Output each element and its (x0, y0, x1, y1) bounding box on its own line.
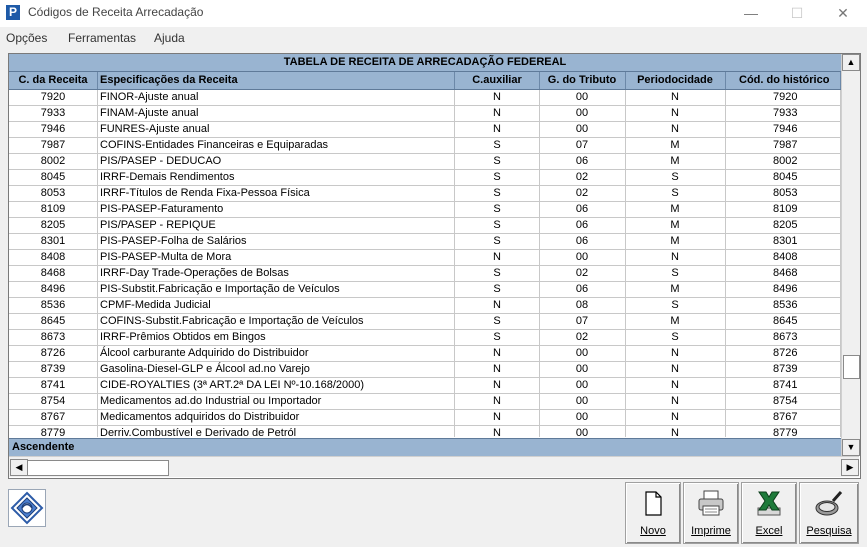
cell-periodicidade: N (625, 394, 726, 409)
table-row[interactable] (9, 282, 841, 298)
cell-tributo: 00 (539, 426, 626, 437)
table-row[interactable] (9, 122, 841, 138)
table-row[interactable] (9, 154, 841, 170)
cell-tributo: 00 (539, 346, 626, 361)
cell-codigo: 8468 (9, 266, 98, 281)
cell-codigo: 8496 (9, 282, 98, 297)
cell-cauxiliar: S (455, 186, 540, 201)
cell-tributo: 06 (539, 154, 626, 169)
cell-tributo: 00 (539, 250, 626, 265)
cell-tributo: 08 (539, 298, 626, 313)
cell-codigo: 8002 (9, 154, 98, 169)
cell-cauxiliar: N (455, 250, 540, 265)
cell-tributo: 06 (539, 218, 626, 233)
cell-historico: 8645 (725, 314, 841, 329)
cell-historico: 7987 (725, 138, 841, 153)
novo-label: Novo (640, 525, 666, 537)
printer-icon (695, 488, 727, 518)
cell-especificacao: FUNRES-Ajuste anual (97, 122, 455, 137)
grid-footer (9, 438, 841, 456)
horizontal-scrollbar[interactable] (9, 456, 859, 477)
cell-historico: 8205 (725, 218, 841, 233)
cell-cauxiliar: S (455, 202, 540, 217)
scroll-left-icon[interactable]: ◀ (10, 459, 28, 476)
cell-codigo: 8739 (9, 362, 98, 377)
cell-cauxiliar: N (455, 346, 540, 361)
table-row[interactable] (9, 90, 841, 106)
cell-tributo: 02 (539, 266, 626, 281)
table-row[interactable] (9, 106, 841, 122)
table-row[interactable] (9, 330, 841, 346)
cell-codigo: 8301 (9, 234, 98, 249)
cell-historico: 8739 (725, 362, 841, 377)
cell-especificacao: Medicamentos adquiridos do Distribuidor (97, 410, 455, 425)
cell-tributo: 07 (539, 138, 626, 153)
cell-cauxiliar: S (455, 330, 540, 345)
cell-historico: 7933 (725, 106, 841, 121)
menu-ferramentas[interactable]: Ferramentas (68, 31, 137, 45)
cell-cauxiliar: N (455, 122, 540, 137)
cell-periodicidade: M (625, 218, 726, 233)
cell-codigo: 8673 (9, 330, 98, 345)
header-periodocidade[interactable]: Periodocidade (625, 72, 726, 89)
table-row[interactable] (9, 410, 841, 426)
cell-tributo: 00 (539, 362, 626, 377)
cell-tributo: 00 (539, 410, 626, 425)
cell-historico: 8408 (725, 250, 841, 265)
cell-especificacao: PIS/PASEP - DEDUCAO (97, 154, 455, 169)
cell-especificacao: CPMF-Medida Judicial (97, 298, 455, 313)
cell-codigo: 8779 (9, 426, 98, 437)
cell-historico: 8754 (725, 394, 841, 409)
cell-codigo: 8741 (9, 378, 98, 393)
cell-periodicidade: N (625, 426, 726, 437)
grid-title: TABELA DE RECEITA DE ARRECADAÇÃO FEDEREAL (9, 54, 841, 72)
cell-cauxiliar: S (455, 234, 540, 249)
table-row[interactable] (9, 218, 841, 234)
window-title: Códigos de Receita Arrecadação (28, 5, 204, 19)
scroll-down-icon[interactable]: ▼ (842, 439, 860, 456)
table-row[interactable] (9, 362, 841, 378)
excel-label: Excel (755, 525, 783, 537)
revenue-grid[interactable] (8, 53, 861, 479)
cell-periodicidade: M (625, 138, 726, 153)
minimize-button[interactable]: — (744, 5, 758, 21)
cell-periodicidade: S (625, 298, 726, 313)
cell-especificacao: IRRF-Day Trade-Operações de Bolsas (97, 266, 455, 281)
menu-opcoes[interactable]: Opções (6, 31, 48, 45)
cell-codigo: 8045 (9, 170, 98, 185)
header-cauxiliar[interactable]: C.auxiliar (455, 72, 540, 89)
imprime-label: Imprime (691, 525, 731, 537)
cell-codigo: 7946 (9, 122, 98, 137)
cell-historico: 8301 (725, 234, 841, 249)
cell-tributo: 06 (539, 282, 626, 297)
cell-tributo: 02 (539, 170, 626, 185)
cell-historico: 8767 (725, 410, 841, 425)
cell-periodicidade: S (625, 266, 726, 281)
cell-codigo: 8408 (9, 250, 98, 265)
scroll-up-icon[interactable]: ▲ (842, 54, 860, 71)
cell-tributo: 02 (539, 186, 626, 201)
cell-especificacao: PIS-PASEP-Faturamento (97, 202, 455, 217)
serpro-logo-icon (8, 489, 46, 527)
cell-historico: 8726 (725, 346, 841, 361)
cell-codigo: 7920 (9, 90, 98, 105)
cell-codigo: 8726 (9, 346, 98, 361)
cell-periodicidade: N (625, 378, 726, 393)
cell-periodicidade: M (625, 282, 726, 297)
cell-especificacao: Álcool carburante Adquirido do Distribuidor (97, 346, 455, 361)
cell-periodicidade: M (625, 314, 726, 329)
pesquisa-button[interactable] (799, 482, 859, 544)
cell-cauxiliar: N (455, 378, 540, 393)
cell-especificacao: COFINS-Substit.Fabricação e Importação de Veículos (97, 314, 455, 329)
cell-historico: 8045 (725, 170, 841, 185)
cell-cauxiliar: S (455, 282, 540, 297)
cell-periodicidade: N (625, 106, 726, 121)
excel-icon (753, 488, 785, 518)
pesquisa-label: Pesquisa (806, 525, 852, 537)
sort-order-label: Ascendente (12, 441, 75, 453)
cell-cauxiliar: S (455, 218, 540, 233)
cell-cauxiliar: N (455, 90, 540, 105)
cell-historico: 8109 (725, 202, 841, 217)
cell-cauxiliar: S (455, 314, 540, 329)
vertical-scrollbar[interactable] (841, 54, 860, 456)
cell-tributo: 00 (539, 394, 626, 409)
table-row[interactable] (9, 202, 841, 218)
cell-cauxiliar: N (455, 298, 540, 313)
cell-tributo: 06 (539, 202, 626, 217)
cell-cauxiliar: S (455, 138, 540, 153)
cell-tributo: 02 (539, 330, 626, 345)
cell-historico: 8741 (725, 378, 841, 393)
cell-periodicidade: N (625, 410, 726, 425)
magnifier-icon (813, 488, 845, 518)
cell-especificacao: PIS/PASEP - REPIQUE (97, 218, 455, 233)
cell-historico: 8002 (725, 154, 841, 169)
app-icon: P (6, 5, 20, 20)
cell-codigo: 8536 (9, 298, 98, 313)
table-row[interactable] (9, 266, 841, 282)
column-headers (9, 72, 841, 90)
header-codigo[interactable]: C. da Receita (9, 72, 98, 89)
cell-tributo: 07 (539, 314, 626, 329)
table-row[interactable] (9, 378, 841, 394)
cell-cauxiliar: S (455, 266, 540, 281)
cell-codigo: 8205 (9, 218, 98, 233)
vertical-scroll-thumb[interactable] (843, 355, 860, 379)
table-row[interactable] (9, 314, 841, 330)
cell-periodicidade: M (625, 234, 726, 249)
cell-tributo: 00 (539, 122, 626, 137)
cell-codigo: 8645 (9, 314, 98, 329)
excel-button[interactable] (741, 482, 797, 544)
menu-bar (0, 27, 867, 49)
cell-cauxiliar: N (455, 394, 540, 409)
cell-periodicidade: N (625, 362, 726, 377)
table-row[interactable] (9, 170, 841, 186)
cell-periodicidade: N (625, 122, 726, 137)
cell-historico: 8536 (725, 298, 841, 313)
cell-cauxiliar: N (455, 410, 540, 425)
table-row[interactable] (9, 346, 841, 362)
cell-cauxiliar: N (455, 426, 540, 437)
cell-periodicidade: N (625, 250, 726, 265)
cell-historico: 7920 (725, 90, 841, 105)
cell-codigo: 7933 (9, 106, 98, 121)
grid-body (9, 90, 841, 437)
cell-cauxiliar: N (455, 362, 540, 377)
cell-especificacao: Gasolina-Diesel-GLP e Álcool ad.no Varejo (97, 362, 455, 377)
cell-historico: 8468 (725, 266, 841, 281)
cell-cauxiliar: S (455, 154, 540, 169)
table-row[interactable] (9, 394, 841, 410)
cell-periodicidade: M (625, 154, 726, 169)
novo-button[interactable] (625, 482, 681, 544)
cell-periodicidade: S (625, 170, 726, 185)
maximize-button[interactable]: ☐ (790, 5, 804, 21)
cell-historico: 8053 (725, 186, 841, 201)
cell-tributo: 00 (539, 378, 626, 393)
cell-historico: 8496 (725, 282, 841, 297)
cell-historico: 7946 (725, 122, 841, 137)
cell-tributo: 00 (539, 106, 626, 121)
table-row[interactable] (9, 298, 841, 314)
menu-ajuda[interactable]: Ajuda (154, 31, 185, 45)
header-especificacoes[interactable]: Especificações da Receita (97, 72, 455, 89)
table-row[interactable] (9, 138, 841, 154)
table-row[interactable] (9, 250, 841, 266)
cell-periodicidade: S (625, 330, 726, 345)
new-document-icon (637, 488, 669, 518)
cell-cauxiliar: S (455, 170, 540, 185)
cell-periodicidade: S (625, 186, 726, 201)
cell-especificacao: COFINS-Entidades Financeiras e Equiparadas (97, 138, 455, 153)
cell-periodicidade: N (625, 346, 726, 361)
cell-especificacao: Medicamentos ad.do Industrial ou Importador (97, 394, 455, 409)
cell-especificacao: Derriv.Combustível e Derivado de Petról (97, 426, 455, 437)
cell-especificacao: PIS-Substit.Fabricação e Importação de Veículos (97, 282, 455, 297)
title-bar (0, 0, 867, 27)
cell-especificacao: FINAM-Ajuste anual (97, 106, 455, 121)
cell-periodicidade: M (625, 202, 726, 217)
cell-codigo: 8754 (9, 394, 98, 409)
cell-codigo: 8767 (9, 410, 98, 425)
scroll-right-icon[interactable]: ▶ (841, 459, 859, 476)
cell-especificacao: IRRF-Prêmios Obtidos em Bingos (97, 330, 455, 345)
cell-historico: 8673 (725, 330, 841, 345)
header-historico[interactable]: Cód. do histórico (725, 72, 841, 89)
table-row[interactable] (9, 426, 841, 437)
cell-tributo: 00 (539, 90, 626, 105)
cell-especificacao: IRRF-Títulos de Renda Fixa-Pessoa Física (97, 186, 455, 201)
cell-especificacao: FINOR-Ajuste anual (97, 90, 455, 105)
cell-codigo: 8109 (9, 202, 98, 217)
table-row[interactable] (9, 186, 841, 202)
cell-codigo: 7987 (9, 138, 98, 153)
cell-codigo: 8053 (9, 186, 98, 201)
cell-historico: 8779 (725, 426, 841, 437)
cell-especificacao: PIS-PASEP-Multa de Mora (97, 250, 455, 265)
cell-tributo: 06 (539, 234, 626, 249)
header-tributo[interactable]: G. do Tributo (539, 72, 626, 89)
cell-periodicidade: N (625, 90, 726, 105)
table-row[interactable] (9, 234, 841, 250)
cell-cauxiliar: N (455, 106, 540, 121)
cell-especificacao: PIS-PASEP-Folha de Salários (97, 234, 455, 249)
imprime-button[interactable] (683, 482, 739, 544)
horizontal-scroll-thumb[interactable] (27, 460, 169, 476)
cell-especificacao: CIDE-ROYALTIES (3ª ART.2ª DA LEI Nº-10.168/2000) (97, 378, 455, 393)
cell-especificacao: IRRF-Demais Rendimentos (97, 170, 455, 185)
close-button[interactable]: ✕ (837, 5, 849, 21)
